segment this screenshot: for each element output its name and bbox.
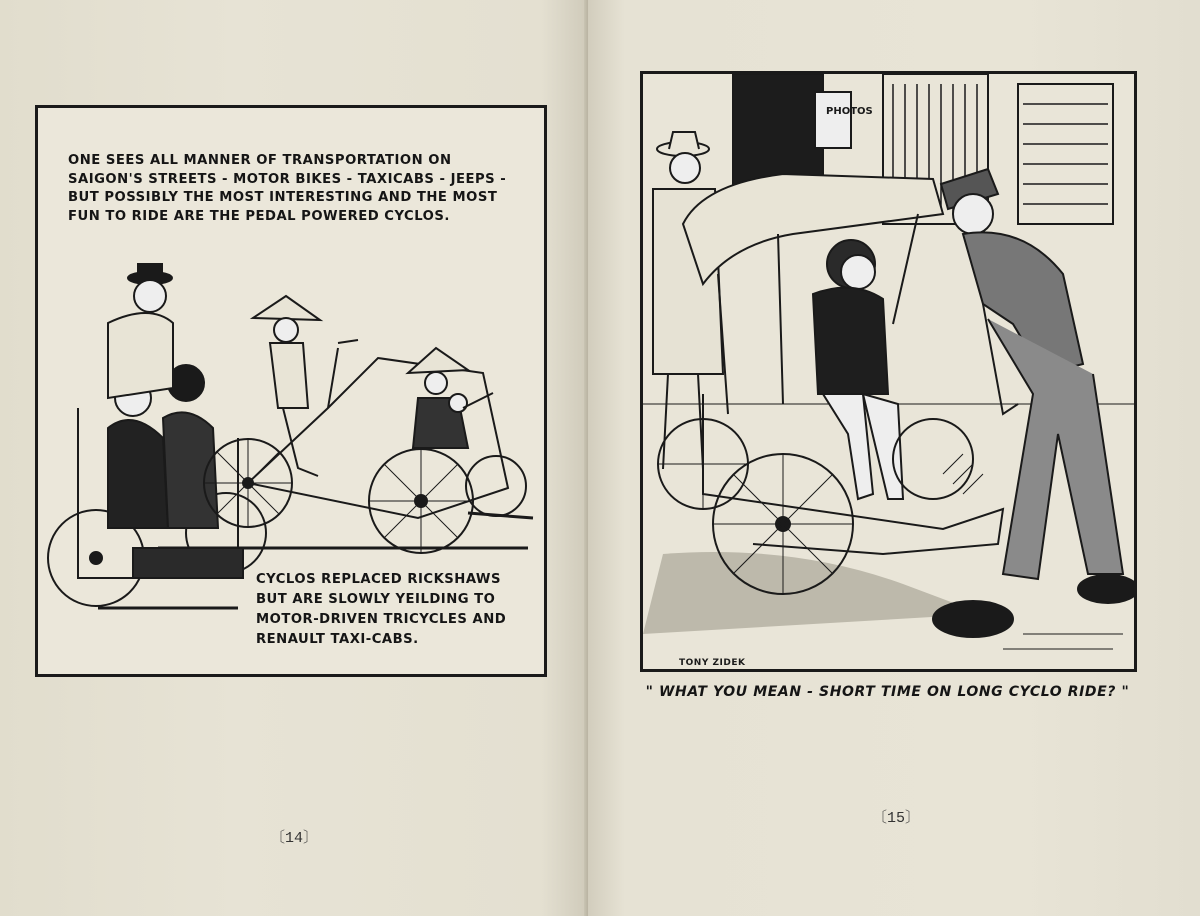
right-caption-quote: " WHAT YOU MEAN - SHORT TIME ON LONG CYCLO RIDE? " <box>645 684 1130 700</box>
page-number-left: 〔14〕 <box>270 830 319 847</box>
left-page <box>0 0 588 916</box>
page-number-right: 〔15〕 <box>872 810 921 827</box>
left-comic-panel <box>35 105 547 677</box>
photos-sign: PHOTOS <box>826 106 873 117</box>
cyclo-ride-illustration <box>643 74 1134 669</box>
right-page <box>588 0 1200 916</box>
artist-signature: TONY ZIDEK <box>679 658 746 668</box>
left-caption-top: ONE SEES ALL MANNER OF TRANSPORTATION ON SAIGON'S STREETS - MOTOR BIKES - TAXICABS - JEEPS - BUT POSSIBLY THE MOST INTERESTING AND THE MOST FUN TO RIDE ARE THE PEDAL POWERED CYCLOS. <box>68 153 507 224</box>
left-caption-bottom: CYCLOS REPLACED RICKSHAWS BUT ARE SLOWLY YEILDING TO MOTOR-DRIVEN TRICYCLES AND RENAULT TAXI-CABS. <box>256 572 507 647</box>
right-comic-panel <box>640 71 1137 672</box>
